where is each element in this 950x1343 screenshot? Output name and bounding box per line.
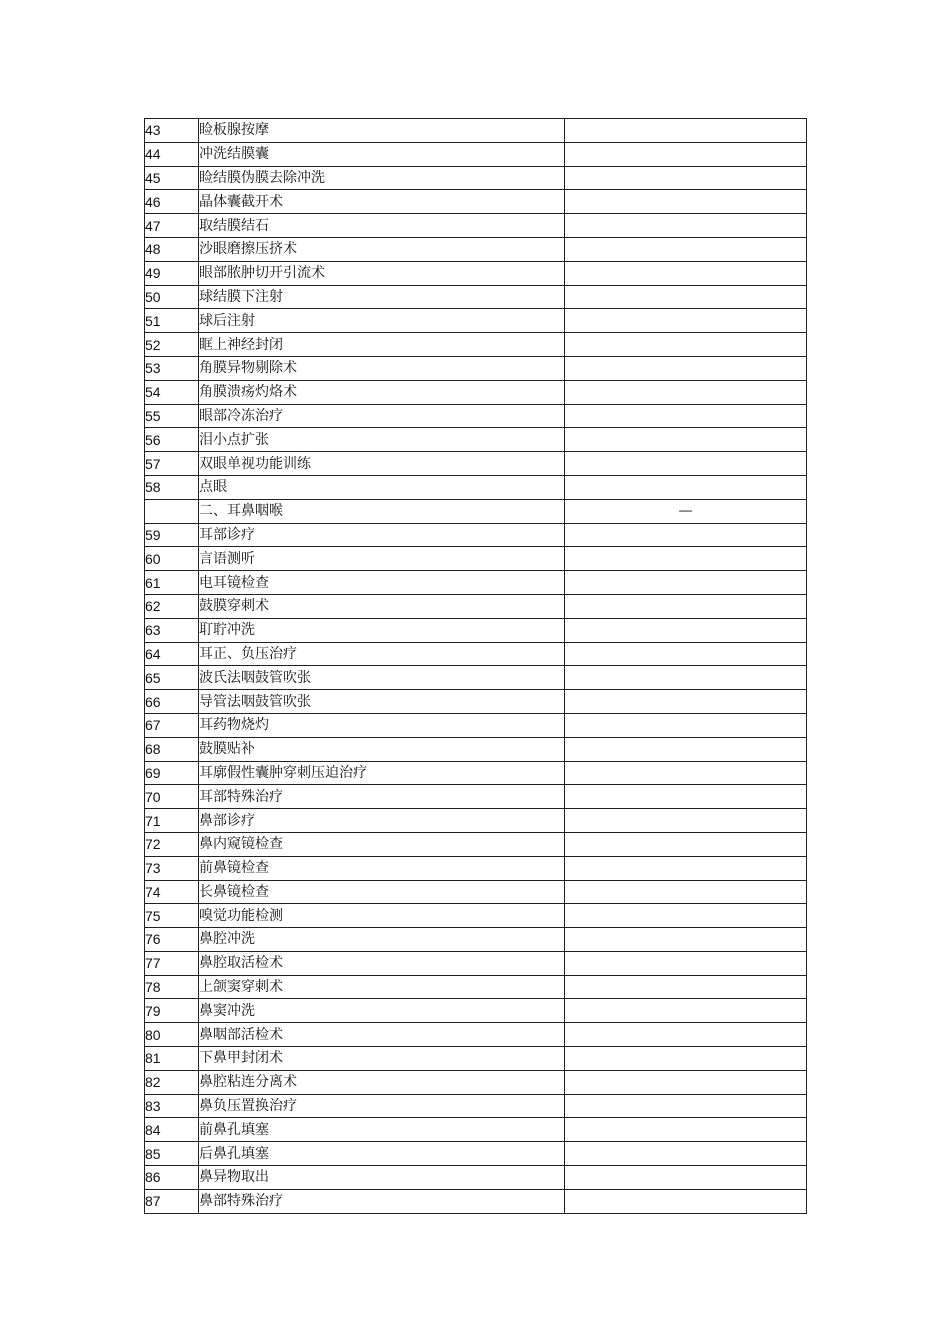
table-row [145, 309, 807, 333]
remark-cell [565, 523, 807, 547]
row-number: 65 [145, 666, 199, 690]
remark-cell [565, 690, 807, 714]
row-number: 68 [145, 737, 199, 761]
procedure-name: 眼部冷冻治疗 [199, 404, 565, 428]
remark-cell [565, 356, 807, 380]
remark-cell [565, 1023, 807, 1047]
remark-cell: — [565, 499, 807, 523]
row-number: 74 [145, 880, 199, 904]
procedure-name: 鼻部诊疗 [199, 809, 565, 833]
row-number: 51 [145, 309, 199, 333]
remark-cell [565, 475, 807, 499]
remark-cell [565, 333, 807, 357]
row-number: 82 [145, 1070, 199, 1094]
row-number: 79 [145, 999, 199, 1023]
procedure-name: 鼻腔冲洗 [199, 928, 565, 952]
table-row [145, 190, 807, 214]
remark-cell [565, 642, 807, 666]
procedure-name: 鼓膜贴补 [199, 737, 565, 761]
procedure-name: 耳正、负压治疗 [199, 642, 565, 666]
remark-cell [565, 951, 807, 975]
table-row [145, 333, 807, 357]
row-number: 69 [145, 761, 199, 785]
procedure-name: 耵聍冲洗 [199, 618, 565, 642]
table-row [145, 380, 807, 404]
table-row [145, 1094, 807, 1118]
table-row [145, 214, 807, 238]
row-number: 73 [145, 856, 199, 880]
table-row [145, 166, 807, 190]
row-number: 81 [145, 1047, 199, 1071]
remark-cell [565, 1189, 807, 1213]
procedure-name: 双眼单视功能训练 [199, 452, 565, 476]
procedure-name: 导管法咽鼓管吹张 [199, 690, 565, 714]
row-number: 78 [145, 975, 199, 999]
table-row [145, 785, 807, 809]
procedure-name: 耳部诊疗 [199, 523, 565, 547]
table-row [145, 237, 807, 261]
procedure-name: 波氏法咽鼓管吹张 [199, 666, 565, 690]
remark-cell [565, 547, 807, 571]
table-row [145, 975, 807, 999]
row-number: 67 [145, 713, 199, 737]
row-number: 66 [145, 690, 199, 714]
remark-cell [565, 214, 807, 238]
procedure-name: 鼻部特殊治疗 [199, 1189, 565, 1213]
table-row [145, 1047, 807, 1071]
table-row [145, 999, 807, 1023]
procedure-name: 电耳镜检查 [199, 571, 565, 595]
row-number: 47 [145, 214, 199, 238]
procedure-name: 下鼻甲封闭术 [199, 1047, 565, 1071]
table-row [145, 547, 807, 571]
procedure-name: 眼部脓肿切开引流术 [199, 261, 565, 285]
procedure-name: 后鼻孔填塞 [199, 1142, 565, 1166]
procedure-name: 冲洗结膜囊 [199, 142, 565, 166]
section-header-row [145, 499, 807, 523]
row-number: 59 [145, 523, 199, 547]
table-row [145, 261, 807, 285]
table-row [145, 523, 807, 547]
remark-cell [565, 904, 807, 928]
procedure-name: 沙眼磨擦压挤术 [199, 237, 565, 261]
table-row [145, 1166, 807, 1190]
row-number: 58 [145, 475, 199, 499]
row-number: 84 [145, 1118, 199, 1142]
remark-cell [565, 832, 807, 856]
remark-cell [565, 975, 807, 999]
table-row [145, 666, 807, 690]
row-number: 76 [145, 928, 199, 952]
remark-cell [565, 1142, 807, 1166]
procedure-name: 耳廓假性囊肿穿刺压迫治疗 [199, 761, 565, 785]
remark-cell [565, 285, 807, 309]
table-row [145, 475, 807, 499]
table-row [145, 452, 807, 476]
procedure-name: 鼻负压置换治疗 [199, 1094, 565, 1118]
remark-cell [565, 166, 807, 190]
table-row [145, 356, 807, 380]
procedure-name: 长鼻镜检查 [199, 880, 565, 904]
row-number: 86 [145, 1166, 199, 1190]
remark-cell [565, 142, 807, 166]
table-row [145, 928, 807, 952]
table-row [145, 737, 807, 761]
table-row [145, 1118, 807, 1142]
procedure-name: 鼻咽部活检术 [199, 1023, 565, 1047]
procedure-name: 眶上神经封闭 [199, 333, 565, 357]
table-row [145, 428, 807, 452]
procedure-name: 嗅觉功能检测 [199, 904, 565, 928]
procedure-name: 角膜溃疡灼烙术 [199, 380, 565, 404]
row-number: 57 [145, 452, 199, 476]
remark-cell [565, 1047, 807, 1071]
row-number: 87 [145, 1189, 199, 1213]
procedure-name: 耳部特殊治疗 [199, 785, 565, 809]
table-row [145, 713, 807, 737]
row-number: 53 [145, 356, 199, 380]
row-number: 52 [145, 333, 199, 357]
procedure-name: 前鼻孔填塞 [199, 1118, 565, 1142]
remark-cell [565, 261, 807, 285]
remark-cell [565, 1094, 807, 1118]
procedure-table [144, 118, 807, 1214]
table-row [145, 119, 807, 143]
row-number: 83 [145, 1094, 199, 1118]
procedure-name: 鼻腔粘连分离术 [199, 1070, 565, 1094]
row-number: 54 [145, 380, 199, 404]
table-row [145, 571, 807, 595]
table-row [145, 594, 807, 618]
remark-cell [565, 1166, 807, 1190]
procedure-name: 鼻异物取出 [199, 1166, 565, 1190]
remark-cell [565, 237, 807, 261]
procedure-name: 角膜异物剔除术 [199, 356, 565, 380]
procedure-name: 取结膜结石 [199, 214, 565, 238]
table-row [145, 1189, 807, 1213]
row-number: 49 [145, 261, 199, 285]
table-row [145, 832, 807, 856]
remark-cell [565, 761, 807, 785]
remark-cell [565, 880, 807, 904]
row-number: 43 [145, 119, 199, 143]
row-number: 77 [145, 951, 199, 975]
procedure-name: 鼻腔取活检术 [199, 951, 565, 975]
row-number [145, 499, 199, 523]
row-number: 46 [145, 190, 199, 214]
remark-cell [565, 928, 807, 952]
procedure-name: 上颌窦穿刺术 [199, 975, 565, 999]
table-row [145, 1023, 807, 1047]
remark-cell [565, 1070, 807, 1094]
row-number: 44 [145, 142, 199, 166]
section-title: 二、耳鼻咽喉 [199, 499, 565, 523]
remark-cell [565, 737, 807, 761]
row-number: 70 [145, 785, 199, 809]
remark-cell [565, 380, 807, 404]
procedure-name: 泪小点扩张 [199, 428, 565, 452]
table-row [145, 1070, 807, 1094]
table-row [145, 142, 807, 166]
row-number: 62 [145, 594, 199, 618]
table-row [145, 285, 807, 309]
remark-cell [565, 190, 807, 214]
table-row [145, 618, 807, 642]
row-number: 64 [145, 642, 199, 666]
table-row [145, 904, 807, 928]
row-number: 56 [145, 428, 199, 452]
row-number: 60 [145, 547, 199, 571]
remark-cell [565, 713, 807, 737]
table-row [145, 642, 807, 666]
table-row [145, 951, 807, 975]
table-row [145, 1142, 807, 1166]
remark-cell [565, 999, 807, 1023]
remark-cell [565, 404, 807, 428]
remark-cell [565, 428, 807, 452]
remark-cell [565, 571, 807, 595]
procedure-name: 前鼻镜检查 [199, 856, 565, 880]
procedure-name: 言语测听 [199, 547, 565, 571]
row-number: 61 [145, 571, 199, 595]
procedure-name: 鼻内窥镜检查 [199, 832, 565, 856]
row-number: 63 [145, 618, 199, 642]
procedure-name: 球后注射 [199, 309, 565, 333]
remark-cell [565, 1118, 807, 1142]
procedure-name: 耳药物烧灼 [199, 713, 565, 737]
procedure-name: 睑板腺按摩 [199, 119, 565, 143]
row-number: 75 [145, 904, 199, 928]
remark-cell [565, 666, 807, 690]
row-number: 45 [145, 166, 199, 190]
remark-cell [565, 452, 807, 476]
procedure-name: 球结膜下注射 [199, 285, 565, 309]
row-number: 71 [145, 809, 199, 833]
procedure-name: 点眼 [199, 475, 565, 499]
procedure-name: 晶体囊截开术 [199, 190, 565, 214]
remark-cell [565, 594, 807, 618]
row-number: 48 [145, 237, 199, 261]
table-row [145, 404, 807, 428]
remark-cell [565, 618, 807, 642]
table-row [145, 690, 807, 714]
row-number: 80 [145, 1023, 199, 1047]
remark-cell [565, 309, 807, 333]
remark-cell [565, 785, 807, 809]
row-number: 55 [145, 404, 199, 428]
procedure-table-body [145, 119, 807, 1214]
remark-cell [565, 856, 807, 880]
procedure-name: 鼓膜穿刺术 [199, 594, 565, 618]
row-number: 85 [145, 1142, 199, 1166]
row-number: 50 [145, 285, 199, 309]
table-row [145, 809, 807, 833]
row-number: 72 [145, 832, 199, 856]
procedure-name: 睑结膜伪膜去除冲洗 [199, 166, 565, 190]
table-row [145, 856, 807, 880]
procedure-name: 鼻窦冲洗 [199, 999, 565, 1023]
remark-cell [565, 119, 807, 143]
remark-cell [565, 809, 807, 833]
table-row [145, 761, 807, 785]
table-row [145, 880, 807, 904]
